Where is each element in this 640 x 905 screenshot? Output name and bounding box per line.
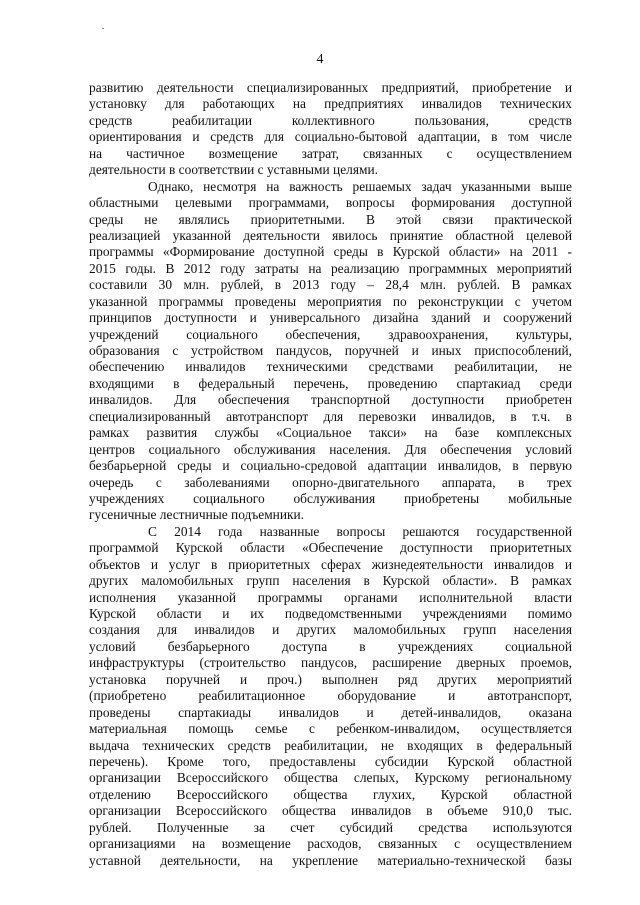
text-line: исполнения указанной программы органами исполнительной власти — [89, 589, 572, 605]
text-line: очередь с заболеваниями опорно-двигательного аппарата, в трех — [89, 474, 572, 490]
text-line: среды не являлись приоритетными. В этой связи практической — [89, 211, 572, 227]
text-line: входящими в федеральный перечень, проведению спартакиад среди — [89, 375, 572, 391]
text-line: программы «Формирование доступной среды в Курской области» на 2011 - — [89, 244, 572, 260]
text-line: средств реабилитации коллективного пользования, средств — [89, 112, 572, 128]
text-line: организации Всероссийского общества слепых, Курскому региональному — [89, 770, 572, 786]
text-line: Курской области и их подведомственными учреждениями помимо — [89, 606, 572, 621]
text-line: безбарьерной среды и социально-средовой адаптации инвалидов, в первую — [89, 458, 572, 474]
text-line: установка поручней и проч.) выполнен ряд других мероприятий — [89, 671, 572, 687]
text-line: условий безбарьерного доступа в учреждениях социальной — [89, 638, 572, 654]
text-line: рамках развития службы «Социальное такси» на базе комплексных — [89, 425, 572, 441]
text-line: проведены спартакиады инвалидов и детей-инвалидов, оказана — [89, 704, 572, 720]
text-line: ориентирования и средств для социально-бытовой адаптации, в том числе — [89, 129, 572, 145]
text-line: других маломобильных групп населения в Курской области». В рамках — [89, 573, 572, 589]
text-line: учреждений социального обеспечения, здравоохранения, культуры, — [89, 326, 572, 342]
body-text — [89, 80, 572, 869]
text-line: обеспечению инвалидов техническими средствами реабилитации, не — [89, 359, 572, 375]
text-line: учреждениях социального обслуживания приобретены мобильные — [89, 490, 572, 506]
text-line: инфраструктуры (строительство пандусов, расширение дверных проемов, — [89, 655, 572, 671]
text-line: гусеничные лестничные подъемники. — [89, 507, 305, 523]
text-line: областными целевыми программами, вопросы формирования доступной — [89, 195, 572, 211]
text-line: на частичное возмещение затрат, связанных с осуществлением — [89, 145, 572, 161]
text-line: рублей. Полученные за счет субсидий средства используются — [89, 819, 572, 835]
text-line: специализированный автотранспорт для перевозки инвалидов, в т.ч. в — [89, 408, 572, 424]
text-line: уставной деятельности, на укрепление материально-технической базы — [89, 852, 572, 868]
text-line: образования с устройством пандусов, поручней и иных приспособлений, — [89, 343, 572, 358]
text-line: деятельности в соответствии с уставными целями. — [89, 162, 378, 178]
text-line: организациями на возмещение расходов, связанных с осуществлением — [89, 836, 572, 852]
text-line: С 2014 года названные вопросы решаются государственной — [148, 523, 572, 539]
text-line: развитию деятельности специализированных предприятий, приобретение и — [89, 80, 572, 95]
text-line: выдача технических средств реабилитации, не входящих в федеральный — [89, 737, 572, 753]
text-line: центров социального обслуживания населения. Для обеспечения условий — [89, 441, 572, 457]
text-line: объектов и услуг в приоритетных сферах жизнедеятельности инвалидов и — [89, 556, 572, 572]
text-line: установку для работающих на предприятиях инвалидов технических — [89, 96, 572, 112]
text-line: составили 30 млн. рублей, в 2013 году – 28,4 млн. рублей. В рамках — [89, 277, 572, 293]
page-number: 4 — [316, 52, 324, 67]
text-line: инвалидов. Для обеспечения транспортной доступности приобретен — [89, 392, 572, 408]
text-line: материальная помощь семье с ребенком-инвалидом, осуществляется — [89, 721, 572, 737]
text-line: отделению Всероссийского общества глухих, Курской областной — [89, 786, 572, 802]
text-line: создания для инвалидов и других маломобильных групп населения — [89, 622, 572, 638]
text-line: 2015 годы. В 2012 году затраты на реализацию программных мероприятий — [89, 260, 572, 276]
text-line: программой Курской области «Обеспечение доступности приоритетных — [89, 540, 572, 556]
text-line: принципов доступности и универсального дизайна зданий и сооружений — [89, 310, 572, 326]
text-line: организации Всероссийского общества инвалидов в объеме 910,0 тыс. — [89, 803, 572, 819]
scan-speck — [102, 28, 104, 29]
text-line: указанной программы проведены мероприятия по реконструкции с учетом — [89, 293, 572, 309]
text-line: перечень). Кроме того, предоставлены субсидии Курской областной — [89, 753, 572, 769]
text-line: Однако, несмотря на важность решаемых задач указанными выше — [148, 178, 572, 194]
text-line: (приобретено реабилитационное оборудование и автотранспорт, — [89, 688, 572, 704]
text-line: реализацией указанной деятельности явилось принятие областной целевой — [89, 227, 572, 243]
